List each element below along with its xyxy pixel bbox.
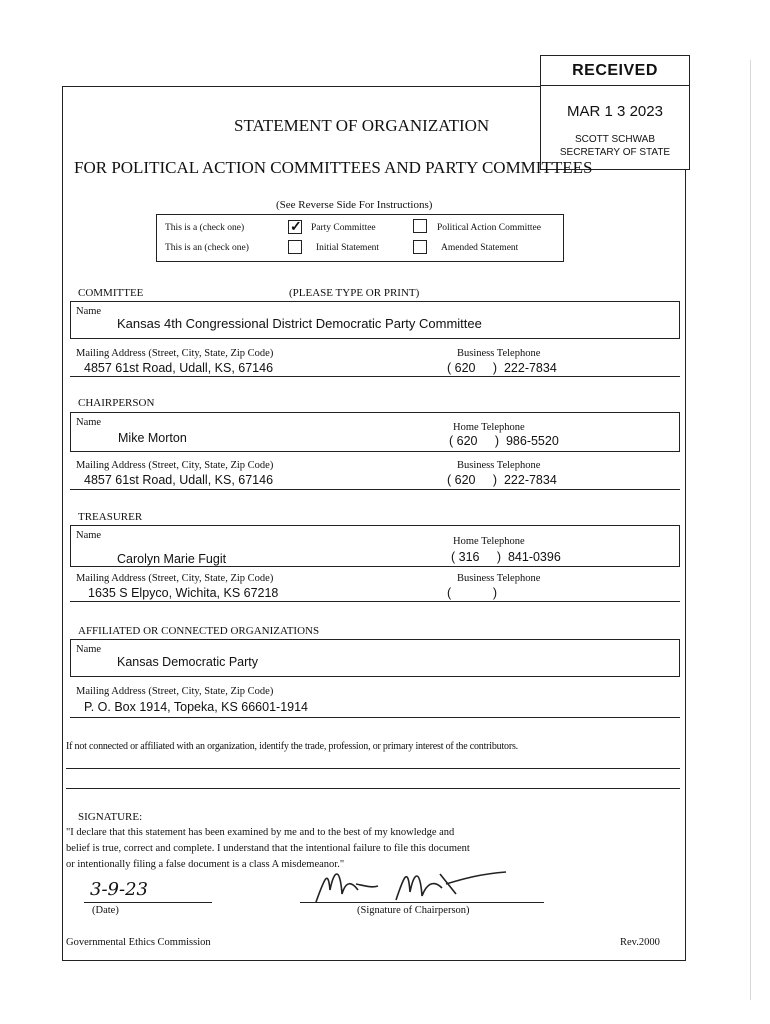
treasurer-business-phone-value[interactable]: ( ) [447, 586, 497, 600]
form-subtitle: FOR POLITICAL ACTION COMMITTEES AND PARTY COMMITTEES [74, 158, 593, 177]
treasurer-business-phone-label: Business Telephone [457, 573, 541, 584]
committee-address-label: Mailing Address (Street, City, State, Zip Code) [76, 348, 274, 359]
chairperson-address-value[interactable]: 4857 61st Road, Udall, KS, 67146 [84, 473, 274, 487]
treasurer-home-phone-label: Home Telephone [453, 536, 525, 547]
declaration-line-2: belief is true, correct and complete. I understand that the intentional failure to file this document [66, 843, 470, 854]
chairperson-name-box [70, 412, 680, 452]
signed-date-value[interactable]: 3-9-23 [90, 879, 148, 900]
affiliated-bottom-rule [70, 717, 680, 718]
committee-section-title: COMMITTEE [78, 287, 144, 299]
print-note: (PLEASE TYPE OR PRINT) [289, 287, 420, 299]
received-stamp [540, 55, 690, 170]
signature-line [300, 902, 544, 903]
stamp-divider [541, 85, 689, 86]
committee-business-phone-value[interactable]: ( 620 ) 222-7834 [447, 361, 557, 375]
treasurer-home-phone-value[interactable]: ( 316 ) 841-0396 [451, 550, 561, 564]
contributor-interest-line-1[interactable] [66, 768, 680, 769]
chairperson-name-value[interactable]: Mike Morton [118, 431, 187, 445]
pac-label: Political Action Committee [437, 223, 541, 233]
committee-name-value[interactable]: Kansas 4th Congressional District Democratic Party Committee [117, 316, 482, 331]
initial-statement-checkbox[interactable] [288, 240, 302, 254]
instructions-note: (See Reverse Side For Instructions) [276, 199, 433, 211]
committee-address-value[interactable]: 4857 61st Road, Udall, KS, 67146 [84, 361, 274, 375]
amended-statement-checkbox[interactable] [413, 240, 427, 254]
treasurer-section-title: TREASURER [78, 511, 143, 523]
checkbox-panel [156, 214, 564, 262]
check-row2-label: This is an (check one) [165, 243, 249, 253]
contributor-interest-line-2[interactable] [66, 788, 680, 789]
affiliated-address-label: Mailing Address (Street, City, State, Zip Code) [76, 686, 274, 697]
date-line [84, 902, 212, 903]
affiliated-name-label: Name [76, 644, 102, 655]
checkmark-icon: ✓ [290, 218, 302, 234]
committee-name-box [70, 301, 680, 339]
signature-section-title: SIGNATURE: [78, 811, 143, 823]
stamp-date: MAR 1 3 2023 [567, 103, 663, 120]
form-title: STATEMENT OF ORGANIZATION [234, 116, 490, 135]
committee-business-phone-label: Business Telephone [457, 348, 541, 359]
committee-bottom-rule [70, 376, 680, 377]
chairperson-home-phone-value[interactable]: ( 620 ) 986-5520 [449, 434, 559, 448]
party-committee-checkbox[interactable] [288, 220, 302, 234]
chairperson-home-phone-label: Home Telephone [453, 422, 525, 433]
chairperson-business-phone-value[interactable]: ( 620 ) 222-7834 [447, 473, 557, 487]
affiliated-name-value[interactable]: Kansas Democratic Party [117, 655, 259, 669]
pac-checkbox[interactable] [413, 219, 427, 233]
chairperson-address-label: Mailing Address (Street, City, State, Zip Code) [76, 460, 274, 471]
chairperson-bottom-rule [70, 489, 680, 490]
scan-edge-line [750, 60, 751, 1000]
treasurer-address-label: Mailing Address (Street, City, State, Zip Code) [76, 573, 274, 584]
signature-label: (Signature of Chairperson) [357, 905, 470, 916]
affiliated-address-value[interactable]: P. O. Box 1914, Topeka, KS 66601-1914 [84, 700, 309, 714]
chairperson-name-label: Name [76, 417, 102, 428]
affiliated-section-title: AFFILIATED OR CONNECTED ORGANIZATIONS [78, 625, 320, 637]
amended-statement-label: Amended Statement [441, 243, 519, 253]
treasurer-name-label: Name [76, 530, 102, 541]
treasurer-name-box [70, 525, 680, 567]
check-row1-label: This is a (check one) [165, 223, 245, 233]
party-committee-label: Party Committee [311, 223, 376, 233]
chairperson-section-title: CHAIRPERSON [78, 397, 155, 409]
stamp-title: SECRETARY OF STATE [559, 147, 671, 158]
affiliated-name-box [70, 639, 680, 677]
stamp-name: SCOTT SCHWAB [574, 134, 655, 145]
chairperson-business-phone-label: Business Telephone [457, 460, 541, 471]
not-connected-instruction: If not connected or affiliated with an organization, identify the trade, profession, or primary interest of the contributors. [66, 741, 518, 752]
date-label: (Date) [92, 905, 119, 916]
committee-name-label: Name [76, 306, 102, 317]
treasurer-name-value[interactable]: Carolyn Marie Fugit [117, 552, 227, 566]
treasurer-bottom-rule [70, 601, 680, 602]
declaration-line-1: "I declare that this statement has been examined by me and to the best of my knowledge and [66, 827, 455, 838]
declaration-line-3: or intentionally filing a false document is a class A misdemeanor." [66, 859, 345, 870]
footer-commission: Governmental Ethics Commission [66, 937, 211, 948]
initial-statement-label: Initial Statement [316, 243, 380, 253]
stamp-received: RECEIVED [572, 62, 658, 79]
footer-revision: Rev.2000 [620, 937, 660, 948]
treasurer-address-value[interactable]: 1635 S Elpyco, Wichita, KS 67218 [88, 586, 279, 600]
